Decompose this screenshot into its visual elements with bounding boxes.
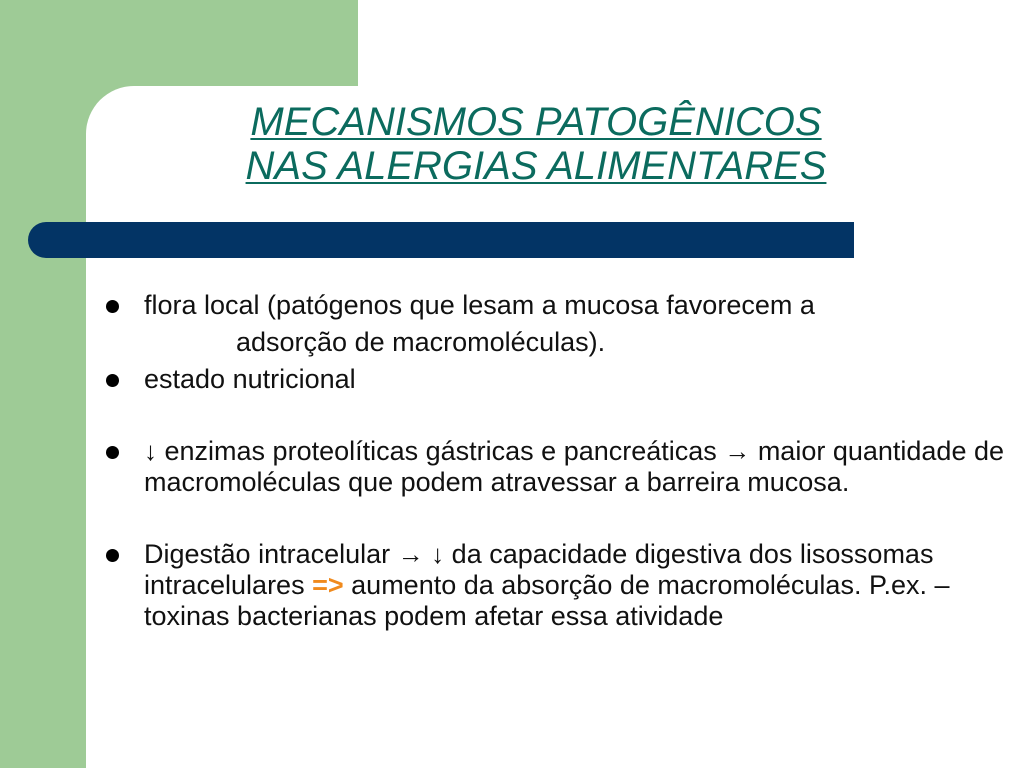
- arrow-down-icon: ↓: [144, 436, 157, 466]
- bullet-dot-icon: [106, 300, 119, 313]
- arrow-right-icon: →: [397, 539, 424, 569]
- bullet-4-part-1: Digestão intracelular: [144, 539, 391, 569]
- bullet-dot-icon: [106, 549, 119, 562]
- bullet-estado-nutricional: [104, 364, 1004, 395]
- bullet-digestao: [104, 539, 1004, 632]
- arrow-right-icon: →: [724, 436, 751, 466]
- bullet-enzimas: [104, 436, 1004, 498]
- bullet-flora-local: [104, 290, 1004, 358]
- bullet-2-text: estado nutricional: [144, 364, 356, 394]
- bullet-4-part-3: aumento da absorção de macromoléculas. P.ex. – toxinas bacterianas podem afetar essa atividade: [144, 570, 950, 631]
- implies-symbol: =>: [312, 570, 344, 600]
- navy-divider-bar: [28, 222, 854, 258]
- bullet-4-part-2: da capacidade digestiva dos lisossomas intracelulares: [144, 539, 934, 600]
- slide-title: [86, 100, 986, 188]
- bullet-dot-icon: [106, 374, 119, 387]
- title-line-1: MECANISMOS PATOGÊNICOS: [250, 100, 822, 144]
- bullet-3-part-1: enzimas proteolíticas gástricas e pancreáticas: [164, 436, 717, 466]
- title-line-2: NAS ALERGIAS ALIMENTARES: [245, 144, 827, 188]
- bullet-dot-icon: [106, 446, 119, 459]
- bullet-1-line-1: flora local (patógenos que lesam a mucosa favorecem a: [144, 290, 815, 320]
- bullet-3-part-2: maior quantidade de macromoléculas que podem atravessar a barreira mucosa.: [144, 436, 1004, 497]
- bullet-list: [104, 290, 1004, 632]
- bullet-1-line-2: adsorção de macromoléculas).: [236, 327, 606, 357]
- arrow-down-icon: ↓: [431, 539, 445, 569]
